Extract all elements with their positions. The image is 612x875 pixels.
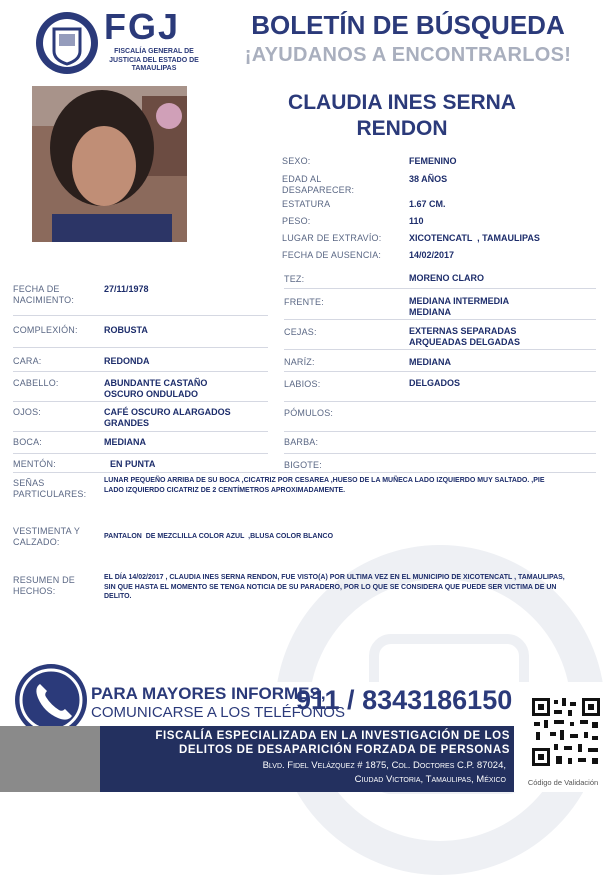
- missing-person-photo: [32, 86, 187, 242]
- build-label: COMPLEXIÓN:: [13, 325, 78, 335]
- lips-label: LABIOS:: [284, 379, 321, 389]
- eyes-value: CAFÉ OSCURO ALARGADOS GRANDES: [104, 407, 231, 428]
- divider: [284, 319, 596, 320]
- lips-value: DELGADOS: [409, 378, 461, 388]
- complexion-label: TEZ:: [284, 274, 305, 284]
- fgj-logo: [34, 6, 202, 80]
- sex-label: SEXO:: [282, 156, 311, 166]
- sex-value: FEMENINO: [409, 156, 457, 166]
- forehead-label: FRENTE:: [284, 297, 324, 307]
- face-value: REDONDA: [104, 356, 150, 366]
- height-value: 1.67 CM.: [409, 199, 446, 209]
- contact-line1: PARA MAYORES INFORMES,: [91, 684, 326, 703]
- divider: [13, 347, 268, 348]
- age-value: 38 AÑOS: [409, 174, 448, 184]
- clothing-label: VESTIMENTA Y CALZADO:: [13, 526, 80, 547]
- eyebrows-value: EXTERNAS SEPARADAS ARQUEADAS DELGADAS: [409, 326, 521, 347]
- hair-label: CABELLO:: [13, 378, 59, 388]
- summary-label: RESUMEN DE HECHOS:: [13, 575, 76, 596]
- weight-label: PESO:: [282, 216, 311, 226]
- chin-label: MENTÓN:: [13, 459, 56, 469]
- divider: [13, 472, 596, 473]
- absence-date-value: 14/02/2017: [409, 250, 455, 260]
- build-value: ROBUSTA: [104, 325, 148, 335]
- clothing-value: PANTALON DE MEZCLILLA COLOR AZUL ,BLUSA COLOR BLANCO: [104, 533, 334, 540]
- mustache-label: BIGOTE:: [284, 460, 322, 470]
- footer-address1: Blvd. Fidel Velázquez # 1875, Col. Doctores C.P. 87024,: [262, 760, 506, 771]
- contact-line2: COMUNICARSE A LOS TELÉFONOS: [91, 704, 345, 721]
- divider: [13, 453, 268, 454]
- divider: [284, 371, 596, 372]
- mouth-value: MEDIANA: [104, 437, 146, 447]
- marks-label: SEÑAS PARTICULARES:: [13, 478, 87, 499]
- state-seal-icon: [34, 10, 100, 76]
- birthdate-value: 27/11/1978: [104, 284, 149, 294]
- location-value: XICOTENCATL , TAMAULIPAS: [409, 233, 540, 243]
- logo-abbreviation: FGJ: [104, 6, 181, 47]
- divider: [284, 431, 596, 432]
- complexion-value: MORENO CLARO: [409, 273, 484, 283]
- hair-value: ABUNDANTE CASTAÑO OSCURO ONDULADO: [104, 378, 208, 399]
- forehead-value: MEDIANA INTERMEDIA MEDIANA: [409, 296, 509, 317]
- divider: [13, 431, 268, 432]
- height-label: ESTATURA: [282, 199, 331, 209]
- phone-numbers: 911 / 8343186150: [296, 685, 513, 715]
- bulletin-title: BOLETÍN DE BÚSQUEDA: [251, 10, 565, 40]
- divider: [284, 349, 596, 350]
- person-name: CLAUDIA INES SERNA RENDON: [288, 91, 516, 140]
- divider: [13, 315, 268, 316]
- weight-value: 110: [409, 216, 424, 226]
- birthdate-label: FECHA DE NACIMIENTO:: [13, 284, 75, 305]
- marks-value: LUNAR PEQUEÑO ARRIBA DE SU BOCA ,CICATRIZ POR CESAREA ,HUESO DE LA MUÑECA LADO IZQUIERDO MUY SALTADO. ,PIE LADO IZQUIERDO CICATRIZ DE 2 CENTÍMETROS APROXIMADAMENTE.: [104, 477, 545, 494]
- nose-value: MEDIANA: [409, 357, 451, 367]
- bulletin-subtitle: ¡AYUDANOS A ENCONTRARLOS!: [244, 44, 572, 66]
- cheekbones-label: PÓMULOS:: [284, 408, 334, 418]
- qr-caption: Código de Validación: [527, 778, 599, 787]
- logo-text: FISCALÍA GENERAL DE JUSTICIA DEL ESTADO DE TAMAULIPAS: [109, 48, 199, 72]
- age-label: EDAD AL DESAPARECER:: [282, 174, 355, 195]
- divider: [284, 401, 596, 402]
- location-label: LUGAR DE EXTRAVÍO:: [282, 233, 382, 243]
- footer-line2: DELITOS DE DESAPARICIÓN FORZADA DE PERSONAS: [178, 744, 510, 756]
- qr-code-icon: [530, 696, 602, 773]
- eyebrows-label: CEJAS:: [284, 327, 317, 337]
- face-label: CARA:: [13, 356, 42, 366]
- footer-address2: Ciudad Victoria, Tamaulipas, México: [354, 774, 506, 785]
- mouth-label: BOCA:: [13, 437, 43, 447]
- footer-line1: FISCALÍA ESPECIALIZADA EN LA INVESTIGACIÓN DE LOS: [155, 730, 510, 742]
- divider: [284, 288, 596, 289]
- divider: [13, 401, 268, 402]
- nose-label: NARÍZ:: [284, 357, 315, 367]
- beard-label: BARBA:: [284, 437, 319, 447]
- chin-value: EN PUNTA: [110, 459, 156, 469]
- divider: [13, 371, 268, 372]
- absence-date-label: FECHA DE AUSENCIA:: [282, 250, 382, 260]
- summary-value: EL DÍA 14/02/2017 , CLAUDIA INES SERNA RENDON, FUE VISTO(A) POR ULTIMA VEZ EN EL MUNICIPIO DE XICOTENCATL , TAMAULIPAS, SIN QUE HASTA EL MOMENTO SE TENGA NOTICIA DE SU PARADERO, POR LO QUE SE CONSIDERA QUE PUEDE SER VICTIMA DE UN DELITO.: [104, 574, 565, 600]
- divider: [284, 453, 596, 454]
- eyes-label: OJOS:: [13, 407, 42, 417]
